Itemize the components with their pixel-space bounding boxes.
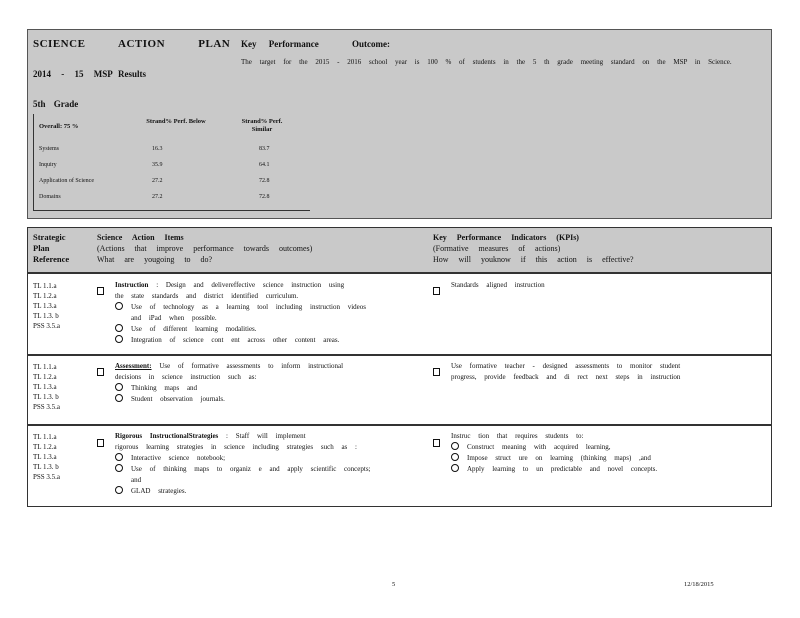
- ref-item: TL 1.2.a: [33, 292, 57, 300]
- bullet-text: Student observation journals.: [131, 395, 225, 403]
- footer-date: 12/18/2015: [684, 581, 714, 588]
- stat-row-similar: 64.1: [259, 162, 270, 168]
- action-title: Instruction: [115, 281, 149, 289]
- action-lead2: the state standards and district identified curriculum.: [115, 292, 299, 300]
- kpi-bullet: Apply learning to un predictable and novel concepts.: [467, 465, 658, 473]
- header-action-items: [97, 232, 312, 265]
- header-line: Strategic: [33, 232, 66, 242]
- kpi-text: [451, 361, 751, 383]
- bullet-text: Interactive science notebook;: [131, 454, 226, 462]
- header-line: (Formative measures of actions): [433, 244, 561, 253]
- bullet-icon: [115, 383, 123, 391]
- msp-year: 2014 - 15 MSP: [33, 69, 113, 79]
- kpo-text: The target for the 2015 - 2016 school year is 100 % of students in the 5 th grade meeting standard on the MSP in Science.: [241, 58, 732, 66]
- bullet-icon: [115, 324, 123, 332]
- section-refs: [33, 432, 60, 482]
- header-plan-reference: [33, 232, 69, 265]
- checkbox-icon: [97, 434, 104, 452]
- ref-item: PSS 3.5.a: [33, 403, 61, 411]
- bullet-text: GLAD strategies.: [131, 487, 187, 495]
- col-header-below: Strand% Perf. Below: [146, 118, 206, 125]
- bullet-icon: [451, 464, 459, 472]
- bullet-text: Integration of science cont ent across other content areas.: [131, 336, 340, 344]
- plan-title: SCIENCE ACTION PLAN: [33, 38, 231, 50]
- kpi-line: progress, provide feedback and di rect next steps in instruction: [451, 373, 681, 381]
- kpi-text: Standards aligned instruction: [451, 281, 545, 289]
- stat-row-below: 16.3: [152, 146, 163, 152]
- stat-row-below: 27.2: [152, 178, 163, 184]
- bullet-text: Use of technology as a learning tool including instruction videos: [131, 303, 366, 311]
- ref-item: PSS 3.5.a: [33, 322, 61, 330]
- stat-row-below: 27.2: [152, 194, 163, 200]
- stat-row-label: Domains: [39, 194, 61, 200]
- stat-row-similar: 83.7: [259, 146, 270, 152]
- section-refs: [33, 281, 60, 331]
- bullet-text: Use of thinking maps to organiz e and apply scientific concepts;: [131, 465, 371, 473]
- checkbox-icon: [433, 282, 440, 300]
- kpo-outcome-label: Outcome:: [352, 39, 390, 49]
- ref-item: PSS 3.5.a: [33, 473, 61, 481]
- grade-label: 5th Grade: [33, 99, 79, 109]
- section-refs: [33, 362, 60, 412]
- page-number: 5: [392, 581, 396, 588]
- checkbox-icon: [97, 363, 104, 381]
- header-title: Science Action Items: [97, 233, 184, 242]
- ref-item: TL 1.2.a: [33, 443, 57, 451]
- header-line: Plan: [33, 243, 50, 253]
- action-lead: Use of formative assessments to inform instructional: [159, 362, 344, 370]
- bullet-icon: [451, 453, 459, 461]
- action-lead: : Design and delivereffective science instruction using: [156, 281, 345, 289]
- kpo-label: Key Performance: [241, 39, 319, 49]
- kpi-text: [451, 431, 751, 475]
- overall-score: Overall: 75 %: [39, 123, 79, 130]
- stat-row-label: Application of Science: [39, 178, 94, 184]
- action-lead: : Staff will implement: [226, 432, 306, 440]
- action-title: Assessment:: [115, 362, 152, 370]
- col-header-similar: Strand% Perf. Similar: [241, 118, 283, 133]
- bullet-icon: [115, 453, 123, 461]
- ref-item: TL 1.3. b: [33, 463, 59, 471]
- stat-row-below: 35.9: [152, 162, 163, 168]
- stat-row-label: Inquiry: [39, 162, 57, 168]
- kpi-line: Instruc tion that requires students to:: [451, 432, 584, 440]
- bullet-icon: [115, 394, 123, 402]
- ref-item: TL 1.3. b: [33, 312, 59, 320]
- header-line: What are yougoing to do?: [97, 255, 213, 264]
- action-title: Rigorous InstructionalStrategies: [115, 432, 219, 440]
- ref-item: TL 1.1.a: [33, 282, 57, 290]
- header-line: (Actions that improve performance towards outcomes): [97, 244, 313, 253]
- bullet-text: and: [131, 476, 142, 484]
- ref-item: TL 1.3. b: [33, 393, 59, 401]
- header-line: Reference: [33, 254, 70, 264]
- action-lead2: rigorous learning strategies in science including strategies such as :: [115, 443, 357, 451]
- bullet-icon: [115, 486, 123, 494]
- checkbox-icon: [433, 363, 440, 381]
- results-label: Results: [118, 69, 147, 79]
- kpi-bullet: Construct meaning with acquired learning,: [467, 443, 611, 451]
- action-item: [115, 431, 425, 497]
- checkbox-icon: [97, 282, 104, 300]
- ref-item: TL 1.3.a: [33, 383, 57, 391]
- action-lead2: decisions in science instruction such as:: [115, 373, 257, 381]
- stat-row-label: Systems: [39, 146, 60, 152]
- ref-item: TL 1.3.a: [33, 453, 57, 461]
- ref-item: TL 1.3.a: [33, 302, 57, 310]
- header-kpis: [433, 232, 634, 265]
- header-line: How will youknow if this action is effective?: [433, 255, 634, 264]
- bullet-icon: [115, 302, 123, 310]
- checkbox-icon: [433, 434, 440, 452]
- msp-stats-table: [33, 114, 310, 211]
- bullet-text: Thinking maps and: [131, 384, 198, 392]
- header-title: Key Performance Indicators (KPIs): [433, 233, 579, 242]
- stat-row-similar: 72.8: [259, 194, 270, 200]
- kpi-line: Use formative teacher - designed assessments to monitor student: [451, 362, 681, 370]
- ref-item: TL 1.2.a: [33, 373, 57, 381]
- action-item: [115, 280, 415, 346]
- bullet-text: Use of different learning modalities.: [131, 325, 257, 333]
- bullet-icon: [451, 442, 459, 450]
- action-item: [115, 361, 415, 405]
- bullet-icon: [115, 335, 123, 343]
- ref-item: TL 1.1.a: [33, 363, 57, 371]
- kpi-bullet: Impose struct ure on learning (thinking maps) ,and: [467, 454, 651, 462]
- stat-row-similar: 72.8: [259, 178, 270, 184]
- bullet-text: and iPad when possible.: [131, 314, 217, 322]
- ref-item: TL 1.1.a: [33, 433, 57, 441]
- bullet-icon: [115, 464, 123, 472]
